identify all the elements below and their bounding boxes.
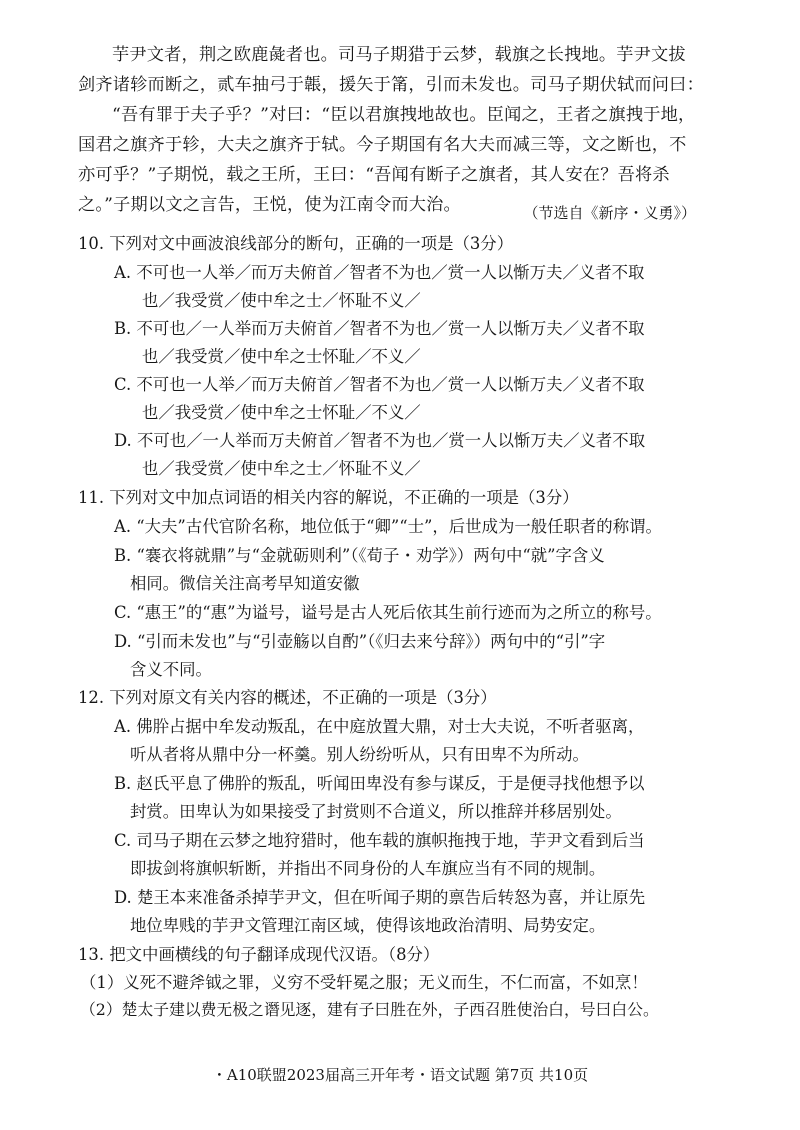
question-11-stem: 11. 下列对文中加点词语的相关内容的解说，不正确的一项是（3分） — [78, 488, 579, 507]
q12-option-b: B. 赵氏平息了佛肸的叛乱，听闻田卑没有参与谋反，于是便寻找他想予以 — [114, 774, 645, 793]
q12-option-c-cont: 即拔剑将旗帜斩断，并指出不同身份的人车旗应当有不同的规制。 — [130, 859, 606, 878]
q13-sentence-1: （1）义死不避斧钺之罪，义穷不受轩冕之服；无义而生，不仁而富，不如烹！ — [80, 973, 648, 992]
q12-option-a-cont: 听从者将从鼎中分一杯羹。别人纷纷听从，只有田卑不为所动。 — [130, 745, 589, 764]
passage-line-6: 之。”子期以文之言告，王悦，使为江南令而大治。 — [78, 195, 461, 215]
q10-option-b: B. 不可也／一人举而万夫俯首／智者不为也／赏一人以惭万夫／义者不取 — [114, 319, 645, 338]
question-10-stem: 10. 下列对文中画波浪线部分的断句，正确的一项是（3分） — [78, 234, 514, 253]
q12-option-d-cont: 地位卑贱的芋尹文管理江南区域，使得该地政治清明、局势安定。 — [130, 916, 606, 935]
question-13-stem: 13. 把文中画横线的句子翻译成现代汉语。（8分） — [78, 945, 440, 964]
page-footer: ・A10联盟2023届高三开年考・语文试题 第7页 共10页 — [211, 1066, 589, 1084]
q12-option-a: A. 佛肸占据中牟发动叛乱，在中庭放置大鼎，对士大夫说，不听者驱离， — [114, 717, 645, 736]
passage-line-2: 剑齐诸轸而断之，贰车抽弓于韔，援矢于筩，引而未发也。司马子期伏轼而问曰： — [78, 75, 704, 95]
passage-line-5: 亦可乎？”子期悦，载之王所，王曰：“吾闻有断子之旗者，其人安在？吾将杀 — [78, 165, 670, 185]
passage-line-1: 芋尹文者，荆之欧鹿彘者也。司马子期猎于云梦，载旗之长拽地。芋尹文拔 — [112, 45, 686, 65]
passage-line-3: “吾有罪于夫子乎？”对曰：“臣以君旗拽地故也。臣闻之，王者之旗拽于地， — [112, 105, 696, 125]
passage-source: （节选自《新序・义勇》） — [523, 204, 696, 222]
q10-option-d: D. 不可也／一人举而万夫俯首／智者不为也／赏一人以惭万夫／义者不取 — [114, 431, 646, 450]
q10-option-b-cont: 也／我受赏／使中牟之士怀耻／不义／ — [142, 347, 421, 366]
question-12-stem: 12. 下列对原文有关内容的概述，不正确的一项是（3分） — [78, 688, 497, 707]
q10-option-a: A. 不可也一人举／而万夫俯首／智者不为也／赏一人以惭万夫／义者不取 — [114, 263, 645, 282]
q11-option-c: C. “惠王”的“惠”为谥号，谥号是古人死后依其生前行迹而为之所立的称号。 — [114, 603, 662, 622]
q10-option-c-cont: 也／我受赏／使中牟之士怀耻／不义／ — [142, 403, 421, 422]
q10-option-c: C. 不可也一人举／而万夫俯首／智者不为也／赏一人以惭万夫／义者不取 — [114, 375, 645, 394]
q11-option-d: D. “引而未发也”与“引壶觞以自酌”（《归去来兮辞》）两句中的“引”字 — [114, 632, 606, 651]
classical-passage — [78, 40, 704, 220]
q12-option-d: D. 楚王本来准备杀掉芋尹文，但在听闻子期的禀告后转怒为喜，并让原先 — [114, 888, 646, 907]
passage-line-4: 国君之旗齐于轸，大夫之旗齐于轼。今子期国有名大夫而减三等，文之断也，不 — [78, 135, 687, 155]
q11-option-d-cont: 含义不同。 — [130, 660, 212, 679]
q13-sentence-2: （2）楚太子建以费无极之谮见逐，建有子曰胜在外，子西召胜使治白，号曰白公。 — [80, 1000, 659, 1019]
q12-option-c: C. 司马子期在云梦之地狩猎时，他车载的旗帜拖拽于地，芋尹文看到后当 — [114, 831, 645, 850]
q10-option-d-cont: 也／我受赏／使中牟之士／怀耻不义／ — [142, 459, 421, 478]
q12-option-b-cont: 封赏。田卑认为如果接受了封赏则不合道义，所以推辞并移居别处。 — [130, 802, 622, 821]
q11-option-a: A. “大夫”古代官阶名称，地位低于“卿”“士”，后世成为一般任职者的称谓。 — [114, 517, 662, 536]
q11-option-b-cont: 相同。微信关注高考早知道安徽 — [130, 574, 360, 593]
q11-option-b: B. “褰衣将就鼎”与“金就砺则利”（《荀子・劝学》）两句中“就”字含义 — [114, 546, 605, 565]
q10-option-a-cont: 也／我受赏／使中牟之士／怀耻不义／ — [142, 291, 421, 310]
